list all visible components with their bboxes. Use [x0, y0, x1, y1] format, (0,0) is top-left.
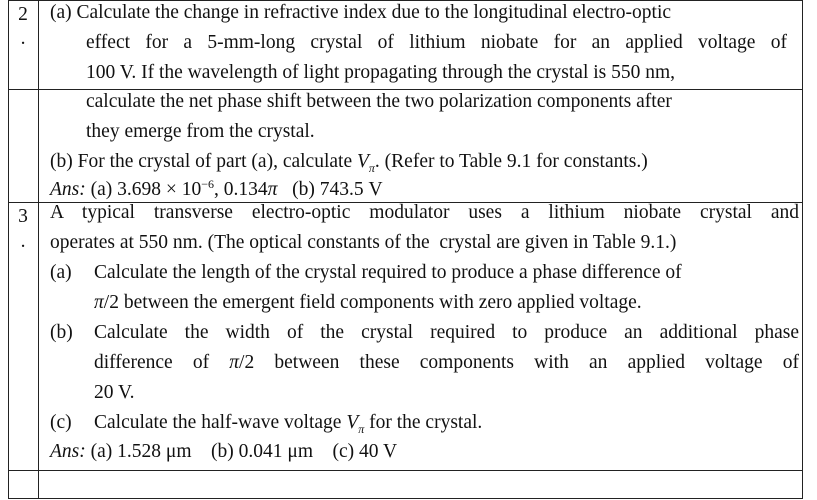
problem-number: 2 [18, 4, 28, 25]
problem-text-line: 20 V. [94, 382, 135, 403]
problem-number-dot: . [20, 231, 26, 252]
problem-text-line: 100 V. If the wavelength of light propagating through the crystal is 550 nm, [86, 62, 676, 83]
pi-subscript: π [358, 422, 365, 436]
text: (b) For the crystal of part (a), calculate [50, 151, 357, 172]
problem-text-line: (a) Calculate the change in refractive index due to the longitudinal electro-optic [50, 2, 672, 23]
text: /2 between these components with an applied voltage of [239, 352, 799, 373]
problem-text-line: effect for a 5-mm-long crystal of lithium niobate for an applied voltage of [86, 32, 787, 53]
variable-v: V [356, 151, 369, 172]
pi-symbol: π [94, 292, 104, 313]
answer-label: Ans: [50, 441, 86, 462]
problem-text-line: they emerge from the crystal. [86, 121, 315, 142]
problem-number-dot: . [20, 28, 26, 49]
problem-text-line [94, 409, 482, 437]
problem-text-line [94, 289, 642, 317]
row-divider [8, 470, 803, 471]
problem-text-line: A typical transverse electro-optic modulator uses a lithium niobate crystal and [50, 202, 799, 223]
text: Calculate the half-wave voltage [94, 412, 347, 433]
variable-v: V [346, 412, 359, 433]
problem-table [8, 0, 803, 499]
answer-label: Ans: [50, 179, 86, 200]
answer-text: (b) 743.5 V [277, 179, 383, 200]
part-label: (c) [50, 412, 72, 433]
pi-symbol: π [229, 352, 240, 373]
pi-symbol: π [267, 179, 278, 200]
problem-text-line [94, 349, 799, 377]
problem-number: 3 [18, 206, 28, 227]
exponent: −6 [201, 177, 215, 191]
problem-text-line: calculate the net phase shift between the two polarization components after [86, 91, 672, 112]
problem-part-b [50, 148, 648, 176]
problem-text-line: Calculate the width of the crystal required to produce an additional phase [94, 322, 799, 343]
answer-text: (a) 1.528 μm (b) 0.041 μm (c) 40 V [85, 441, 398, 462]
problem-text-line: Calculate the length of the crystal required to produce a phase difference of [94, 262, 682, 283]
table-border-right [802, 0, 803, 499]
problem-text-line: operates at 550 nm. (The optical constants of the crystal are given in Table 9.1.) [50, 232, 677, 253]
part-label: (a) [50, 262, 72, 283]
text: . (Refer to Table 9.1 for constants.) [374, 151, 648, 172]
text: difference of [94, 352, 230, 373]
answer-text: , 0.134 [214, 179, 268, 200]
table-border-bottom [8, 498, 803, 499]
pi-subscript: π [368, 161, 375, 175]
answer-text: (a) 3.698 × 10 [85, 179, 202, 200]
text: for the crystal. [364, 412, 483, 433]
part-label: (b) [50, 322, 73, 343]
text: /2 between the emergent field components with zero applied voltage. [103, 292, 642, 313]
column-divider [38, 0, 39, 499]
answer-line [50, 438, 397, 466]
